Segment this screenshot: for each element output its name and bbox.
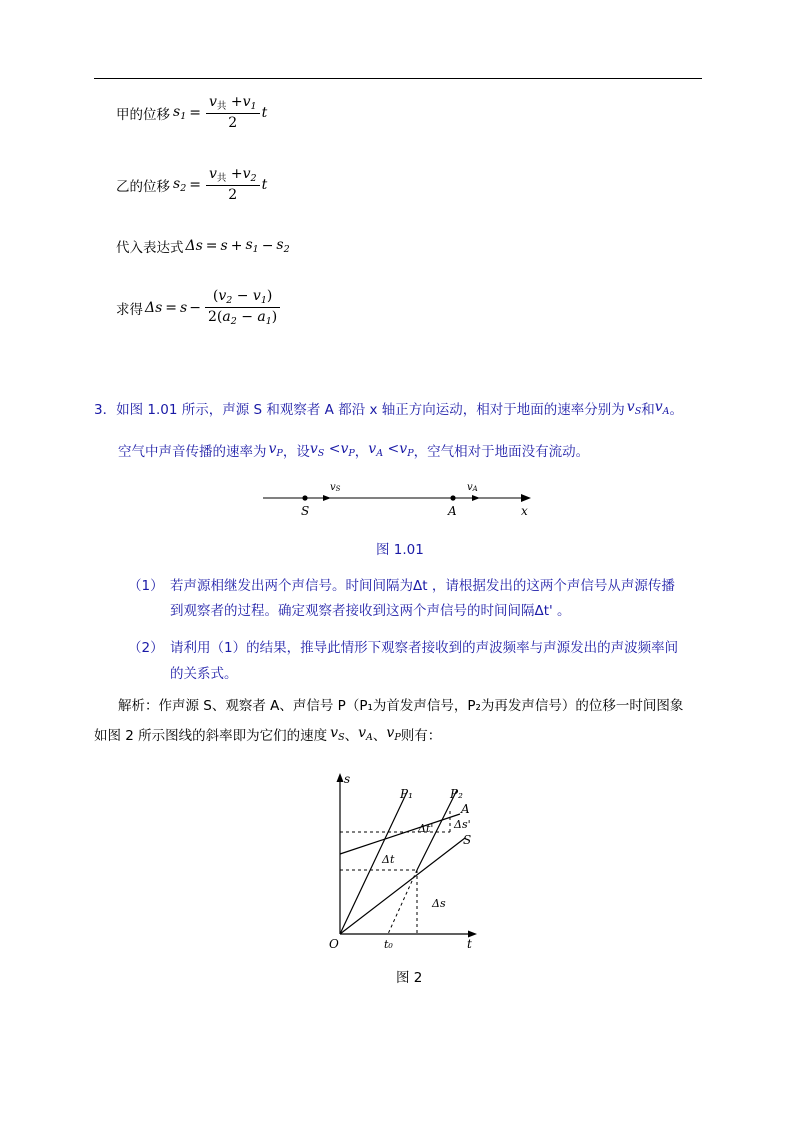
equals-sign: =	[205, 238, 218, 254]
figure-1-01	[255, 478, 545, 522]
result-label: 求得	[116, 301, 143, 318]
label-vA: vA	[467, 482, 478, 493]
label-A: A	[448, 504, 457, 518]
q2-line-2: 的关系式。	[170, 666, 238, 682]
sub: A	[662, 406, 670, 417]
label-vS: vS	[330, 482, 341, 493]
label-axis-t: t	[467, 937, 472, 951]
q2-number: （2）	[128, 640, 164, 656]
label-P1: P₁	[400, 787, 413, 801]
figure-2	[320, 770, 490, 955]
vP-symbol: $v_P$	[268, 441, 283, 459]
vA-symbol: $v_A$	[654, 399, 670, 417]
problem-line-1	[94, 398, 683, 418]
separator: 、	[344, 728, 359, 744]
sub: 1	[250, 101, 257, 112]
line-S	[340, 838, 465, 934]
label-S: S	[463, 833, 472, 847]
line-P2-extension	[388, 870, 417, 934]
separator: 、	[372, 728, 387, 744]
sub: 2	[250, 173, 257, 184]
label-axis-s: s	[344, 772, 351, 786]
s1-term	[245, 237, 258, 255]
equals-sign: =	[165, 299, 178, 316]
sub: 共	[216, 101, 227, 112]
q1-line-1: 若声源相继发出两个声信号。时间间隔为Δt ，请根据发出的这两个声信号从声源传播	[170, 578, 675, 594]
equation-result	[116, 288, 282, 327]
inequality-2: $v_A <v_P$	[368, 441, 414, 459]
equation-substitute	[116, 236, 290, 256]
two: 2	[207, 309, 217, 325]
minus: −	[241, 309, 253, 325]
denominator: 2	[228, 115, 238, 131]
sub: 2	[226, 295, 233, 306]
minus: −	[261, 238, 274, 254]
period: 。	[669, 402, 684, 418]
numerator: $(v_2 - v_1)$	[205, 288, 280, 308]
sub: 2	[230, 316, 237, 327]
problem-text: ，设	[282, 444, 310, 460]
equals-sign: =	[189, 176, 201, 193]
vA-arrow	[472, 495, 480, 501]
denominator: 2	[228, 187, 238, 203]
s2-symbol	[173, 176, 186, 194]
plus: +	[230, 94, 243, 110]
minus: −	[236, 288, 249, 304]
problem-text: 空气中声音传播的速率为	[118, 444, 267, 460]
s1-label: 甲的位移	[116, 106, 170, 123]
subst-label: 代入表达式	[116, 240, 184, 256]
problem-text: 如图 1.01 所示，声源 S 和观察者 A 都沿 x 轴正方向运动，相对于地面的速率分别为	[116, 402, 625, 418]
problem-text: ，空气相对于地面没有流动。	[413, 444, 590, 460]
label-delta-s-prime: Δs'	[454, 818, 471, 831]
s2-label: 乙的位移	[116, 178, 170, 195]
inequality-1: $v_S <v_P$	[309, 441, 355, 459]
s1-symbol	[173, 104, 186, 122]
comma: ，	[354, 444, 369, 460]
q1-number: （1）	[128, 578, 164, 594]
sub: 2	[283, 244, 290, 255]
and-text: 和	[641, 402, 655, 418]
label-x: x	[521, 504, 528, 518]
figure-1-01-caption: 图 1.01	[376, 542, 424, 558]
sub: 1	[252, 244, 259, 255]
denominator: $2(a_2 - a_1)$	[207, 309, 278, 327]
fraction	[206, 94, 260, 131]
t-var: t	[261, 176, 268, 193]
vS-arrow	[323, 495, 331, 501]
sub: 1	[180, 110, 187, 122]
q1-line-2: 到观察者的过程。确定观察者接收到这两个声信号的时间间隔Δt' 。	[170, 603, 571, 619]
solution-line-1: 解析：作声源 S、观察者 A、声信号 P（P₁为首发声信号，P₂为再发声信号）的位移一时间图象	[118, 698, 684, 714]
t-var: t	[261, 104, 268, 121]
x-axis-arrow	[521, 494, 531, 502]
vS-symbol: $v_S$	[626, 399, 642, 417]
label-P2: P₂	[450, 787, 463, 801]
label-S: S	[301, 504, 310, 518]
observer-point	[450, 495, 455, 500]
numerator: $v_共 +v_1$	[206, 94, 260, 114]
solution-text: 则有：	[400, 728, 442, 744]
line-P1	[340, 792, 407, 934]
plus: +	[230, 166, 243, 182]
problem-line-2	[118, 440, 589, 460]
sub: 1	[260, 295, 267, 306]
source-point	[302, 495, 307, 500]
solution-text: 如图 2 所示图线的斜率即为它们的速度	[94, 728, 328, 744]
equation-s1	[116, 94, 267, 131]
sub: S	[634, 406, 642, 417]
label-origin: O	[329, 937, 339, 951]
header-rule	[94, 78, 702, 79]
label-A: A	[461, 802, 470, 816]
s2-term	[276, 237, 289, 255]
problem-number: 3．	[94, 402, 117, 418]
s-var: s	[173, 103, 181, 120]
sub: 2	[180, 182, 187, 194]
sub: 1	[265, 316, 272, 327]
label-t0: t₀	[384, 938, 393, 951]
fraction	[205, 288, 280, 327]
numerator: $v_共 +v_2$	[206, 166, 260, 186]
fraction	[206, 166, 260, 203]
figure-2-caption: 图 2	[396, 970, 423, 986]
label-delta-t-prime: Δt'	[418, 822, 434, 835]
delta-s: Δs	[145, 299, 163, 316]
minus: −	[189, 299, 201, 316]
equals-sign: =	[189, 104, 201, 121]
equation-s2	[116, 166, 267, 203]
s-var: s	[245, 237, 253, 253]
q2-line-1: 请利用（1）的结果，推导此情形下观察者接收到的声波频率与声源发出的声波频率间	[170, 640, 679, 656]
solution-line-2: 如图 2 所示图线的斜率即为它们的速度 $v_S$ 、 $v_A$ 、 $v_P$ 则有：	[94, 725, 442, 744]
s-axis-arrow	[337, 773, 344, 782]
s-var: s	[276, 237, 284, 253]
s-var: s	[220, 238, 228, 254]
sub: 共	[216, 173, 227, 184]
plus: +	[230, 238, 243, 254]
label-delta-s: Δs	[432, 897, 446, 910]
s-var: s	[180, 299, 188, 316]
s-var: s	[173, 175, 181, 192]
delta-s: Δs	[185, 238, 203, 254]
label-delta-t: Δt	[382, 853, 395, 866]
